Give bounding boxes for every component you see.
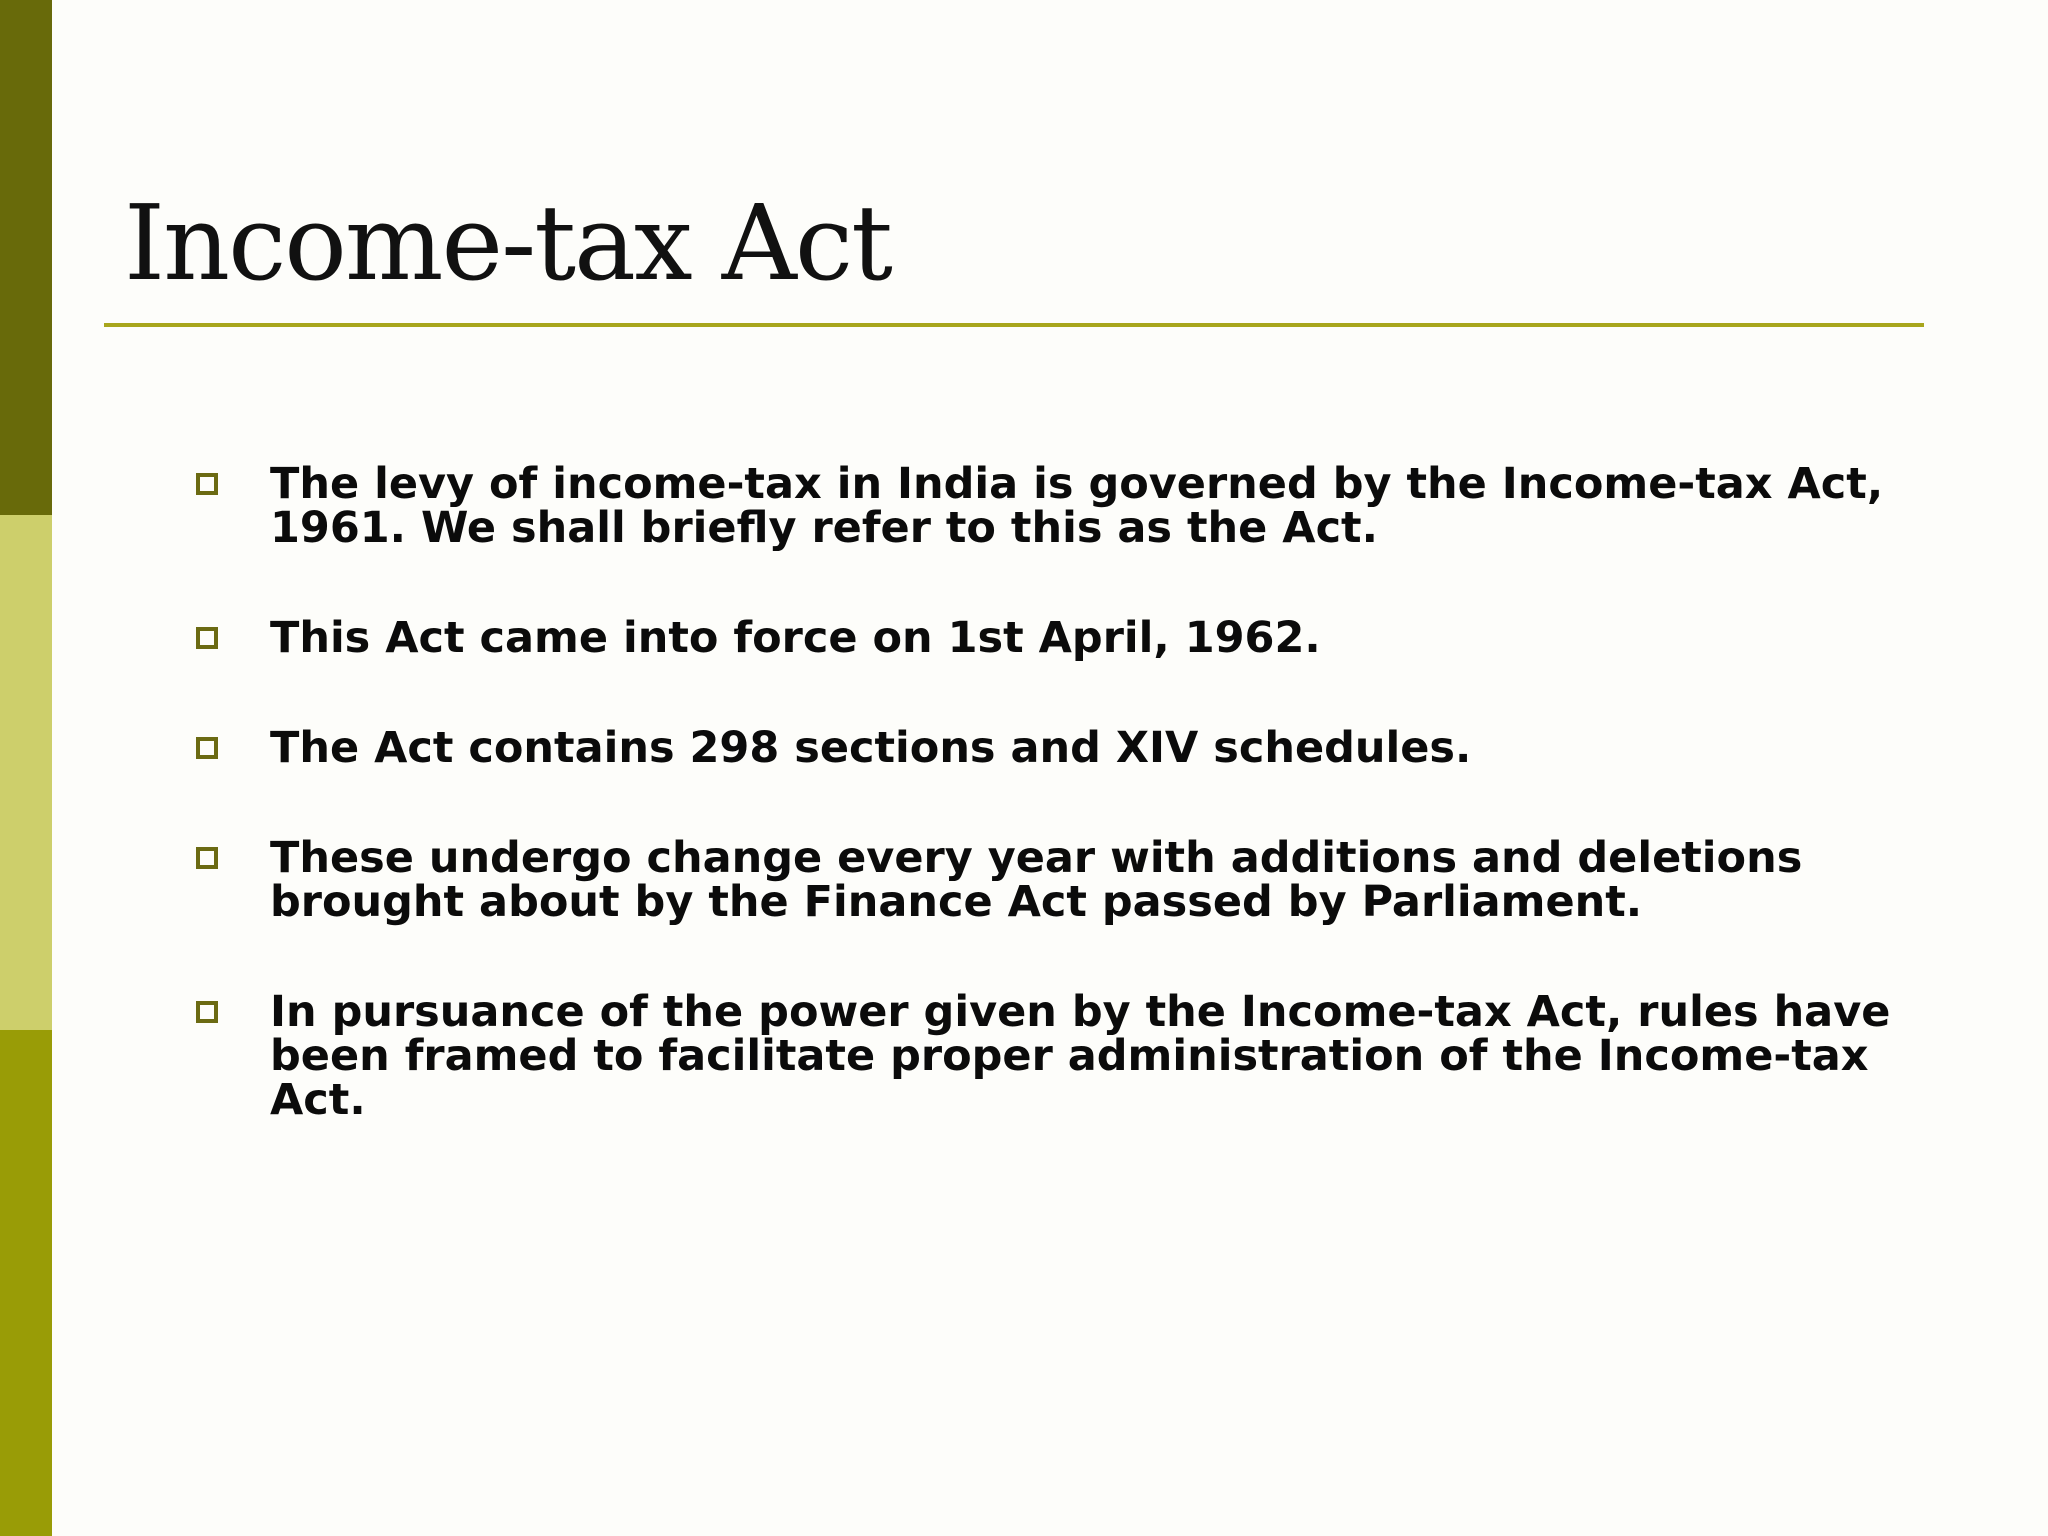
hollow-square-bullet-icon	[196, 1001, 218, 1023]
bullet-text: The Act contains 298 sections and XIV schedules.	[270, 723, 1472, 773]
hollow-square-bullet-icon	[196, 473, 218, 495]
slide-title: Income-tax Act	[124, 182, 891, 304]
sidebar-band-middle	[0, 515, 52, 1030]
bullet-item	[196, 459, 1916, 553]
bullet-text: These undergo change every year with additions and deletions brought about by the Finance Act passed by Parliament.	[270, 833, 1803, 927]
bullet-item	[196, 833, 1916, 927]
hollow-square-bullet-icon	[196, 627, 218, 649]
title-underline	[104, 323, 1924, 327]
bullet-text: In pursuance of the power given by the Income-tax Act, rules have been framed to facilitate proper administration of the Income-tax Act.	[270, 987, 1891, 1125]
hollow-square-bullet-icon	[196, 847, 218, 869]
sidebar-band-top	[0, 0, 52, 515]
bullet-item	[196, 613, 1916, 663]
bullet-text: The levy of income-tax in India is governed by the Income-tax Act, 1961. We shall briefly refer to this as the Act.	[270, 459, 1884, 553]
bullet-text: This Act came into force on 1st April, 1962.	[270, 613, 1321, 663]
bullet-item	[196, 987, 1916, 1125]
bullet-item	[196, 723, 1916, 773]
sidebar-band-bottom	[0, 1030, 52, 1536]
hollow-square-bullet-icon	[196, 737, 218, 759]
bullet-list	[196, 459, 1916, 1188]
